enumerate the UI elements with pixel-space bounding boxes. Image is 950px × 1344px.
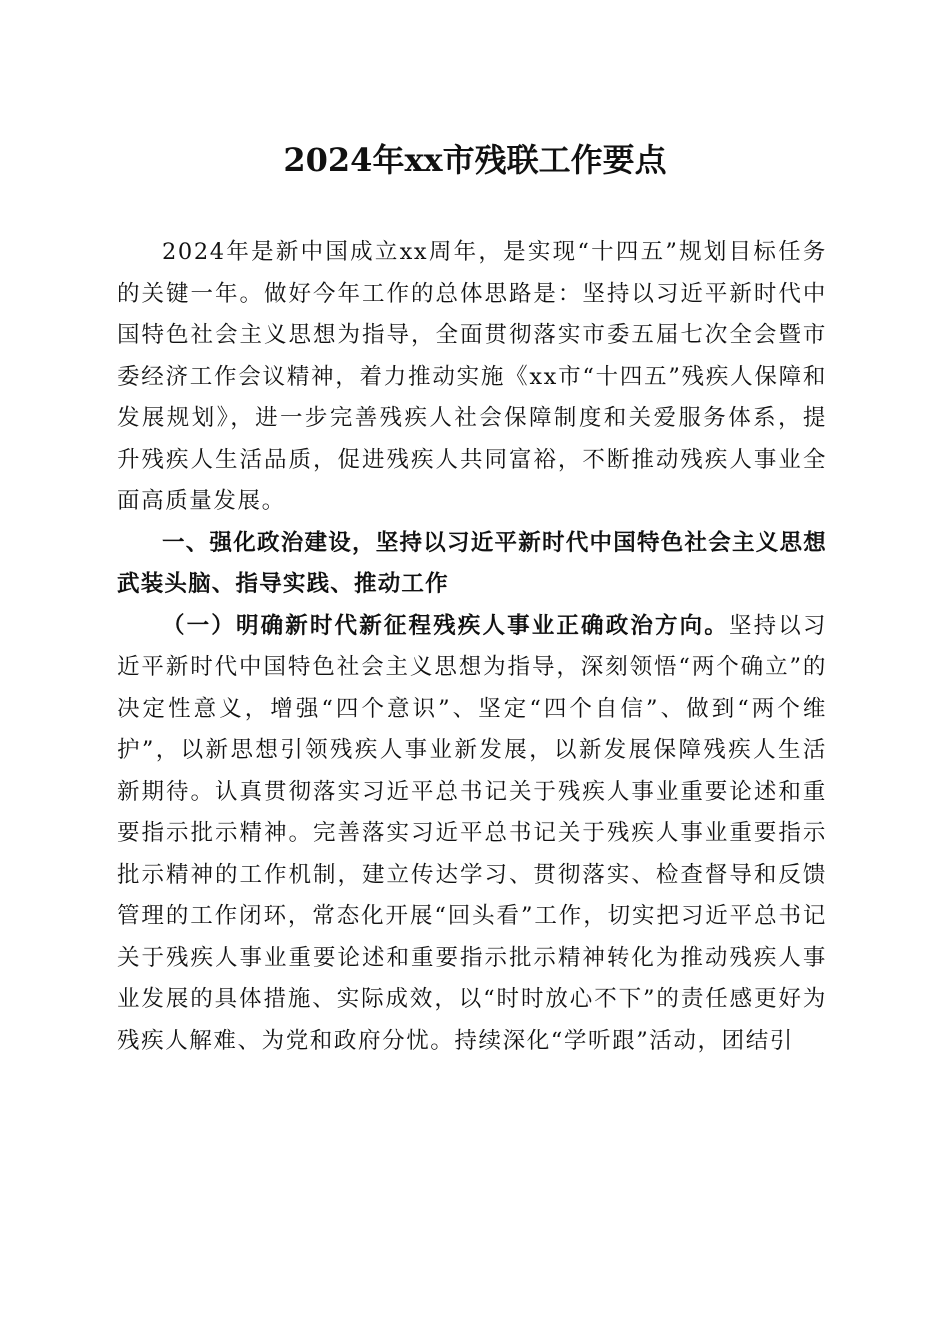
document-body: [117, 232, 827, 1062]
subsection-text-1: 坚持以习近平新时代中国特色社会主义思想为指导，深刻领悟“两个确立”的决定性意义，增强“四个意识”、坚定“四个自信”、做到“两个维护”，以新思想引领残疾人事业新发展，以新发展保障残疾人生活新期待。认真贯彻落实习近平总书记关于残疾人事业重要论述和重要指示批示精神。完善落实习近平总书记关于残疾人事业重要指示批示精神的工作机制，建立传达学习、贯彻落实、检查督导和反馈管理的工作闭环，常态化开展“回头看”工作，切实把习近平总书记关于残疾人事业重要论述和重要指示批示精神转化为推动残疾人事业发展的具体措施、实际成效，以“时时放心不下”的责任感更好为残疾人解难、为党和政府分忧。持续深化“学听跟”活动，团结引: [117, 612, 827, 1054]
document-title: 2024年xx市残联工作要点: [283, 141, 667, 179]
subsection-paragraph-1: [117, 606, 827, 1063]
section-heading-1: 一、强化政治建设，坚持以习近平新时代中国特色社会主义思想武装头脑、指导实践、推动工作: [117, 529, 827, 597]
subsection-lead-1: （一）明确新时代新征程残疾人事业正确政治方向。: [162, 612, 729, 639]
intro-paragraph: 2024年是新中国成立xx周年，是实现“十四五”规划目标任务的关键一年。做好今年工作的总体思路是：坚持以习近平新时代中国特色社会主义思想为指导，全面贯彻落实市委五届七次全会暨市委经济工作会议精神，着力推动实施《xx市“十四五”残疾人保障和发展规划》，进一步完善残疾人社会保障制度和关爱服务体系，提升残疾人生活品质，促进残疾人共同富裕，不断推动残疾人事业全面高质量发展。: [117, 239, 827, 514]
